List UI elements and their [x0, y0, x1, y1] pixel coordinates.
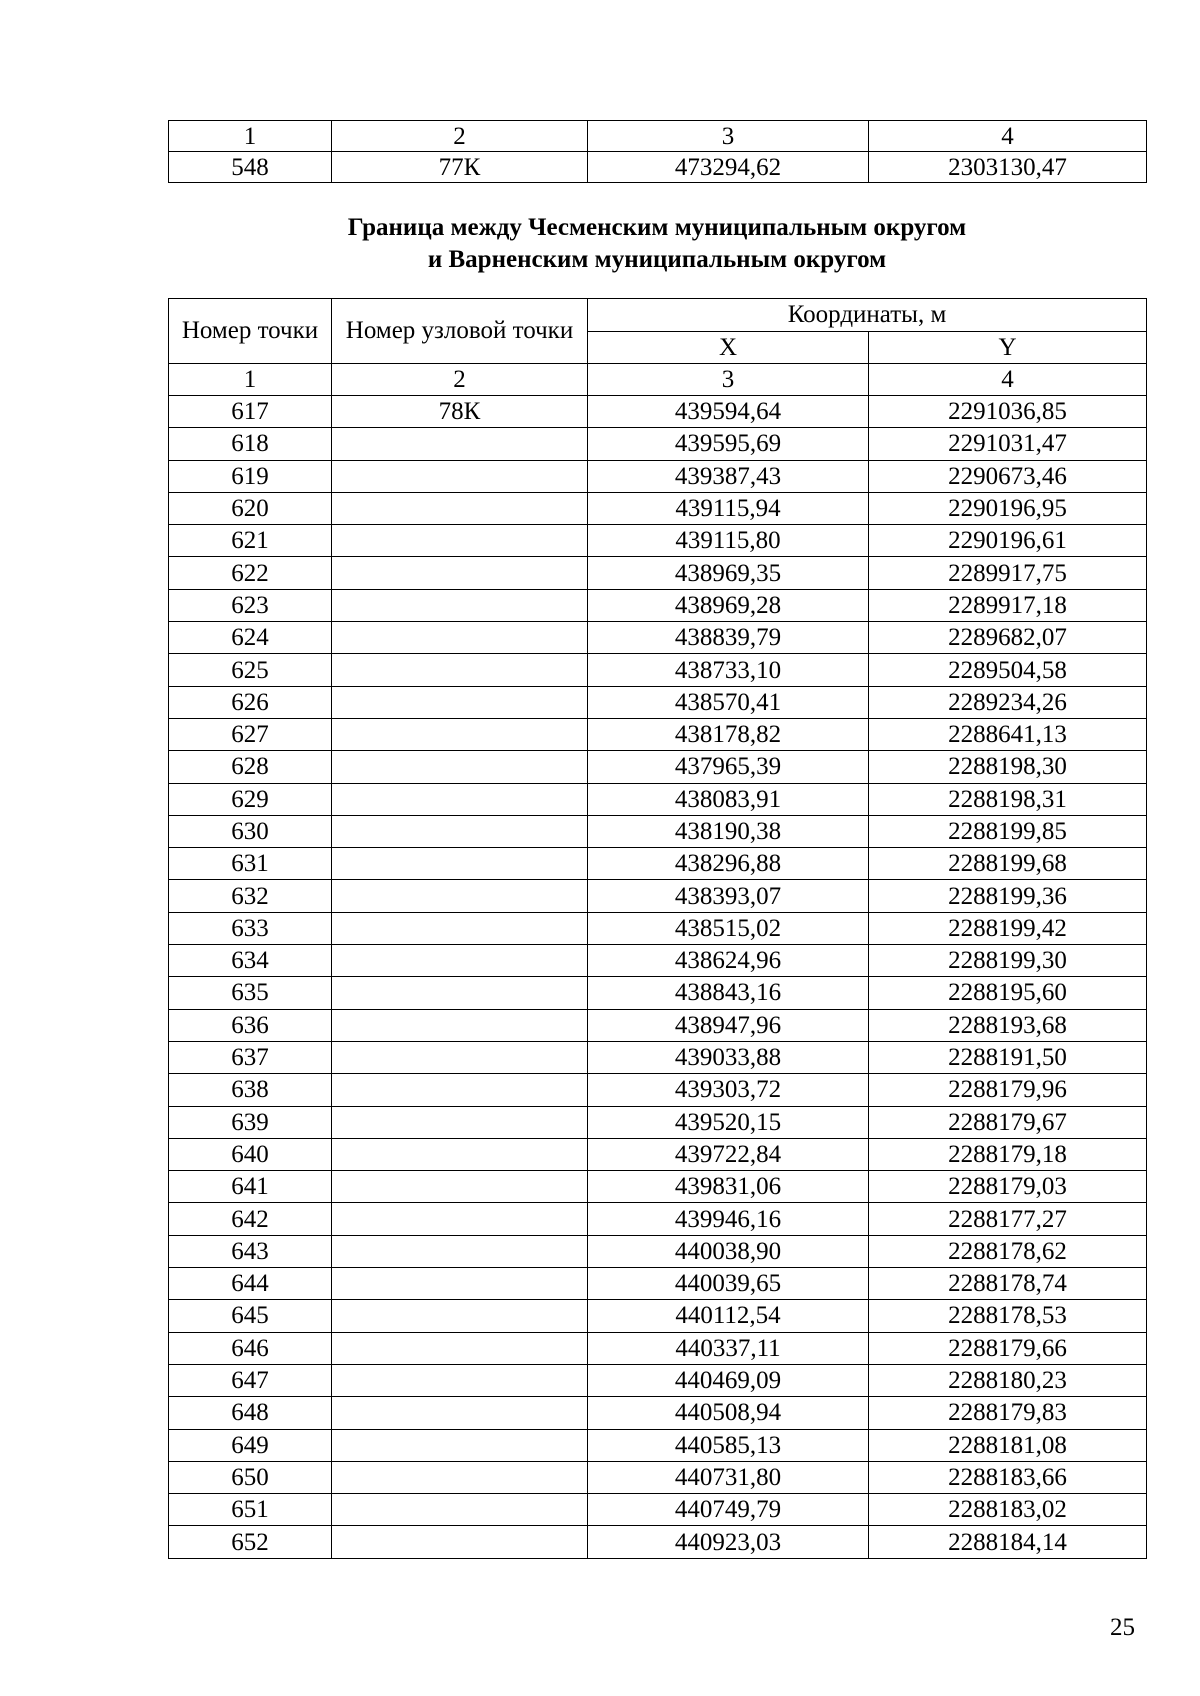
table-row [169, 1397, 1147, 1429]
node-point-cell [332, 1494, 588, 1526]
y-coordinate-cell: 2288179,96 [869, 1074, 1147, 1106]
table-row [169, 1235, 1147, 1267]
table-row [169, 815, 1147, 847]
node-point-cell [332, 848, 588, 880]
point-number-cell: 644 [169, 1268, 332, 1300]
x-coordinate-cell: 438947,96 [588, 1009, 869, 1041]
y-coordinate-cell: 2288179,67 [869, 1106, 1147, 1138]
x-coordinate-cell: 439946,16 [588, 1203, 869, 1235]
node-point-cell [332, 1300, 588, 1332]
column-number-cell: 4 [869, 364, 1147, 396]
point-number-cell: 622 [169, 557, 332, 589]
node-point-cell [332, 1009, 588, 1041]
heading-line: и Варненским муниципальным округом [427, 246, 887, 273]
header-row [169, 299, 1147, 332]
top-table [168, 120, 1147, 183]
y-coordinate-cell: 2290673,46 [869, 460, 1147, 492]
point-number-cell: 630 [169, 815, 332, 847]
node-point-cell [332, 1397, 588, 1429]
point-number-cell: 652 [169, 1526, 332, 1558]
table-row [169, 1106, 1147, 1138]
point-number-cell: 621 [169, 525, 332, 557]
y-coordinate-cell: 2288179,03 [869, 1171, 1147, 1203]
x-coordinate-cell: 438515,02 [588, 912, 869, 944]
table-row [169, 525, 1147, 557]
x-coordinate-cell: 473294,62 [588, 152, 869, 183]
point-number-cell: 631 [169, 848, 332, 880]
table-row [169, 654, 1147, 686]
table-row [169, 1461, 1147, 1493]
column-number-row [169, 364, 1147, 396]
table-row [169, 1332, 1147, 1364]
y-coordinate-cell: 2288179,18 [869, 1138, 1147, 1170]
node-point-cell [332, 589, 588, 621]
node-point-cell [332, 460, 588, 492]
table-row [169, 880, 1147, 912]
y-coordinate-cell: 2288198,30 [869, 751, 1147, 783]
node-point-cell [332, 977, 588, 1009]
x-coordinate-cell: 438843,16 [588, 977, 869, 1009]
node-point-cell [332, 751, 588, 783]
point-number-cell: 638 [169, 1074, 332, 1106]
table-row [169, 686, 1147, 718]
x-coordinate-cell: 439594,64 [588, 396, 869, 428]
point-number-cell: 640 [169, 1138, 332, 1170]
point-number-cell: 620 [169, 492, 332, 524]
x-coordinate-cell: 438624,96 [588, 945, 869, 977]
point-number-cell: 650 [169, 1461, 332, 1493]
table-row [169, 1074, 1147, 1106]
column-number-cell: 4 [869, 121, 1147, 152]
table-row [169, 1009, 1147, 1041]
point-number-cell: 647 [169, 1364, 332, 1396]
y-coordinate-cell: 2289917,18 [869, 589, 1147, 621]
y-coordinate-cell: 2291031,47 [869, 428, 1147, 460]
table-row [169, 1138, 1147, 1170]
column-number-cell: 1 [169, 121, 332, 152]
table-row [169, 945, 1147, 977]
y-coordinate-cell: 2289682,07 [869, 622, 1147, 654]
table-row [169, 783, 1147, 815]
node-point-cell [332, 880, 588, 912]
point-number-cell: 623 [169, 589, 332, 621]
y-coordinate-cell: 2289234,26 [869, 686, 1147, 718]
table-row [169, 751, 1147, 783]
x-coordinate-cell: 438839,79 [588, 622, 869, 654]
coordinates-table [168, 298, 1147, 1559]
x-coordinate-cell: 438178,82 [588, 718, 869, 750]
x-coordinate-cell: 440337,11 [588, 1332, 869, 1364]
x-coordinate-cell: 439595,69 [588, 428, 869, 460]
x-coordinate-cell: 440112,54 [588, 1300, 869, 1332]
point-number-cell: 643 [169, 1235, 332, 1267]
y-coordinate-cell: 2288193,68 [869, 1009, 1147, 1041]
table-row [169, 912, 1147, 944]
header-point-number: Номер точки [169, 299, 332, 364]
y-coordinate-cell: 2290196,95 [869, 492, 1147, 524]
y-coordinate-cell: 2288179,83 [869, 1397, 1147, 1429]
point-number-cell: 632 [169, 880, 332, 912]
y-coordinate-cell: 2288198,31 [869, 783, 1147, 815]
y-coordinate-cell: 2288195,60 [869, 977, 1147, 1009]
node-point-cell [332, 1429, 588, 1461]
y-coordinate-cell: 2288180,23 [869, 1364, 1147, 1396]
node-point-cell [332, 1364, 588, 1396]
point-number-cell: 619 [169, 460, 332, 492]
table-row [169, 1429, 1147, 1461]
x-coordinate-cell: 438969,28 [588, 589, 869, 621]
node-point-cell [332, 525, 588, 557]
node-point-cell: 77К [332, 152, 588, 183]
coordinates-table-body [169, 396, 1147, 1559]
table-row [169, 1526, 1147, 1558]
table-row [169, 622, 1147, 654]
point-number-cell: 617 [169, 396, 332, 428]
node-point-cell [332, 686, 588, 718]
x-coordinate-cell: 438570,41 [588, 686, 869, 718]
x-coordinate-cell: 439115,94 [588, 492, 869, 524]
y-coordinate-cell: 2288178,74 [869, 1268, 1147, 1300]
node-point-cell [332, 492, 588, 524]
node-point-cell [332, 1171, 588, 1203]
y-coordinate-cell: 2288178,53 [869, 1300, 1147, 1332]
x-coordinate-cell: 440923,03 [588, 1526, 869, 1558]
point-number-cell: 642 [169, 1203, 332, 1235]
heading-line: Граница между Чесменским муниципальным округом [347, 214, 967, 241]
y-coordinate-cell: 2288199,85 [869, 815, 1147, 847]
table-row [169, 848, 1147, 880]
table-row [169, 152, 1147, 183]
y-coordinate-cell: 2288184,14 [869, 1526, 1147, 1558]
x-coordinate-cell: 439387,43 [588, 460, 869, 492]
x-coordinate-cell: 438296,88 [588, 848, 869, 880]
column-number-cell: 3 [588, 121, 869, 152]
y-coordinate-cell: 2289917,75 [869, 557, 1147, 589]
header-y: Y [869, 331, 1147, 364]
y-coordinate-cell: 2288199,30 [869, 945, 1147, 977]
y-coordinate-cell: 2288183,02 [869, 1494, 1147, 1526]
node-point-cell [332, 1138, 588, 1170]
y-coordinate-cell: 2288191,50 [869, 1041, 1147, 1073]
point-number-cell: 639 [169, 1106, 332, 1138]
point-number-cell: 641 [169, 1171, 332, 1203]
node-point-cell [332, 1461, 588, 1493]
x-coordinate-cell: 438393,07 [588, 880, 869, 912]
point-number-cell: 633 [169, 912, 332, 944]
x-coordinate-cell: 439722,84 [588, 1138, 869, 1170]
y-coordinate-cell: 2289504,58 [869, 654, 1147, 686]
node-point-cell [332, 1268, 588, 1300]
header-x: X [588, 331, 869, 364]
x-coordinate-cell: 438190,38 [588, 815, 869, 847]
point-number-cell: 626 [169, 686, 332, 718]
page-number: 25 [1110, 1614, 1135, 1641]
y-coordinate-cell: 2288181,08 [869, 1429, 1147, 1461]
table-row [169, 1300, 1147, 1332]
column-number-row [169, 121, 1147, 152]
table-row [169, 718, 1147, 750]
node-point-cell [332, 557, 588, 589]
y-coordinate-cell: 2288199,36 [869, 880, 1147, 912]
column-number-cell: 1 [169, 364, 332, 396]
column-number-cell: 2 [332, 364, 588, 396]
x-coordinate-cell: 440039,65 [588, 1268, 869, 1300]
point-number-cell: 649 [169, 1429, 332, 1461]
y-coordinate-cell: 2290196,61 [869, 525, 1147, 557]
x-coordinate-cell: 440731,80 [588, 1461, 869, 1493]
point-number-cell: 629 [169, 783, 332, 815]
node-point-cell [332, 428, 588, 460]
node-point-cell [332, 1526, 588, 1558]
point-number-cell: 646 [169, 1332, 332, 1364]
column-number-cell: 2 [332, 121, 588, 152]
x-coordinate-cell: 440749,79 [588, 1494, 869, 1526]
node-point-cell [332, 1041, 588, 1073]
y-coordinate-cell: 2288199,42 [869, 912, 1147, 944]
header-coordinates: Координаты, м [588, 299, 1147, 332]
table-row [169, 1364, 1147, 1396]
header-node-point-number: Номер узловой точки [332, 299, 588, 364]
table-row [169, 428, 1147, 460]
node-point-cell [332, 1203, 588, 1235]
point-number-cell: 548 [169, 152, 332, 183]
y-coordinate-cell: 2288199,68 [869, 848, 1147, 880]
y-coordinate-cell: 2288178,62 [869, 1235, 1147, 1267]
table-row [169, 589, 1147, 621]
y-coordinate-cell: 2303130,47 [869, 152, 1147, 183]
point-number-cell: 637 [169, 1041, 332, 1073]
y-coordinate-cell: 2288641,13 [869, 718, 1147, 750]
point-number-cell: 651 [169, 1494, 332, 1526]
table-row [169, 396, 1147, 428]
table-row [169, 557, 1147, 589]
x-coordinate-cell: 440585,13 [588, 1429, 869, 1461]
node-point-cell [332, 945, 588, 977]
point-number-cell: 634 [169, 945, 332, 977]
point-number-cell: 648 [169, 1397, 332, 1429]
node-point-cell [332, 654, 588, 686]
node-point-cell [332, 1106, 588, 1138]
x-coordinate-cell: 440508,94 [588, 1397, 869, 1429]
node-point-cell [332, 783, 588, 815]
table-row [169, 492, 1147, 524]
point-number-cell: 645 [169, 1300, 332, 1332]
x-coordinate-cell: 439115,80 [588, 525, 869, 557]
point-number-cell: 635 [169, 977, 332, 1009]
table-row [169, 977, 1147, 1009]
y-coordinate-cell: 2291036,85 [869, 396, 1147, 428]
node-point-cell [332, 815, 588, 847]
x-coordinate-cell: 440038,90 [588, 1235, 869, 1267]
node-point-cell [332, 1074, 588, 1106]
point-number-cell: 628 [169, 751, 332, 783]
node-point-cell [332, 718, 588, 750]
point-number-cell: 636 [169, 1009, 332, 1041]
node-point-cell [332, 1332, 588, 1364]
point-number-cell: 618 [169, 428, 332, 460]
table-row [169, 1203, 1147, 1235]
x-coordinate-cell: 439303,72 [588, 1074, 869, 1106]
section-heading [168, 212, 1146, 276]
x-coordinate-cell: 439831,06 [588, 1171, 869, 1203]
x-coordinate-cell: 437965,39 [588, 751, 869, 783]
point-number-cell: 627 [169, 718, 332, 750]
table-row [169, 1171, 1147, 1203]
point-number-cell: 625 [169, 654, 332, 686]
node-point-cell [332, 622, 588, 654]
table-row [169, 1494, 1147, 1526]
point-number-cell: 624 [169, 622, 332, 654]
x-coordinate-cell: 438733,10 [588, 654, 869, 686]
node-point-cell [332, 1235, 588, 1267]
node-point-cell [332, 912, 588, 944]
x-coordinate-cell: 438083,91 [588, 783, 869, 815]
table-row [169, 460, 1147, 492]
table-row [169, 1041, 1147, 1073]
x-coordinate-cell: 439033,88 [588, 1041, 869, 1073]
x-coordinate-cell: 439520,15 [588, 1106, 869, 1138]
y-coordinate-cell: 2288177,27 [869, 1203, 1147, 1235]
column-number-cell: 3 [588, 364, 869, 396]
table-row [169, 1268, 1147, 1300]
y-coordinate-cell: 2288179,66 [869, 1332, 1147, 1364]
node-point-cell: 78К [332, 396, 588, 428]
x-coordinate-cell: 440469,09 [588, 1364, 869, 1396]
x-coordinate-cell: 438969,35 [588, 557, 869, 589]
y-coordinate-cell: 2288183,66 [869, 1461, 1147, 1493]
